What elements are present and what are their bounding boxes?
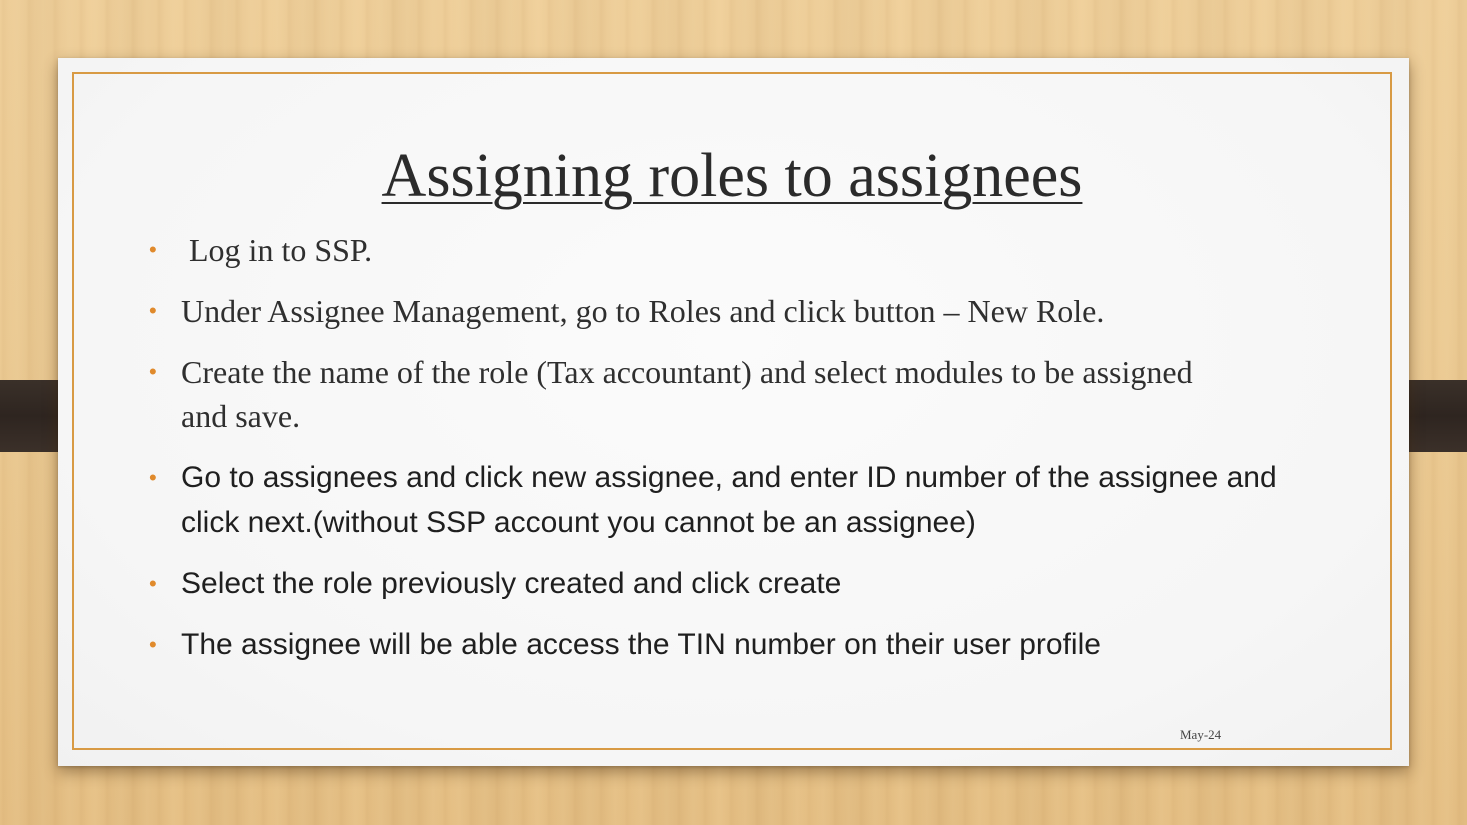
bullet-dot: • — [149, 237, 157, 262]
bullet-dot: • — [149, 465, 157, 490]
footer-date: May-24 — [1180, 727, 1222, 742]
bullet-dot: • — [149, 571, 157, 596]
bullet-item — [143, 228, 1343, 272]
bullet-item — [143, 622, 1343, 667]
bullet-item — [143, 561, 1343, 606]
bullet-list — [143, 228, 1343, 683]
bullet-dot: • — [149, 359, 157, 384]
bullet-text: Create the name of the role (Tax accountant) and select modules to be assigned and save. — [181, 354, 1193, 434]
bullet-item — [143, 289, 1343, 333]
bullet-dot: • — [149, 632, 157, 657]
slide-title: Assigning roles to assignees — [381, 142, 1083, 210]
bullet-text: The assignee will be able access the TIN number on their user profile — [181, 628, 1101, 661]
bullet-text: Go to assignees and click new assignee, and enter ID number of the assignee and click next.(without SSP account you cannot be an assignee) — [181, 461, 1277, 539]
bullet-text: Under Assignee Management, go to Roles and click button – New Role. — [181, 293, 1105, 329]
bullet-text: Select the role previously created and click create — [181, 567, 842, 600]
bullet-item — [143, 350, 1221, 438]
bullet-text: Log in to SSP. — [181, 232, 373, 268]
bullet-item — [143, 455, 1291, 545]
bullet-dot: • — [149, 298, 157, 323]
